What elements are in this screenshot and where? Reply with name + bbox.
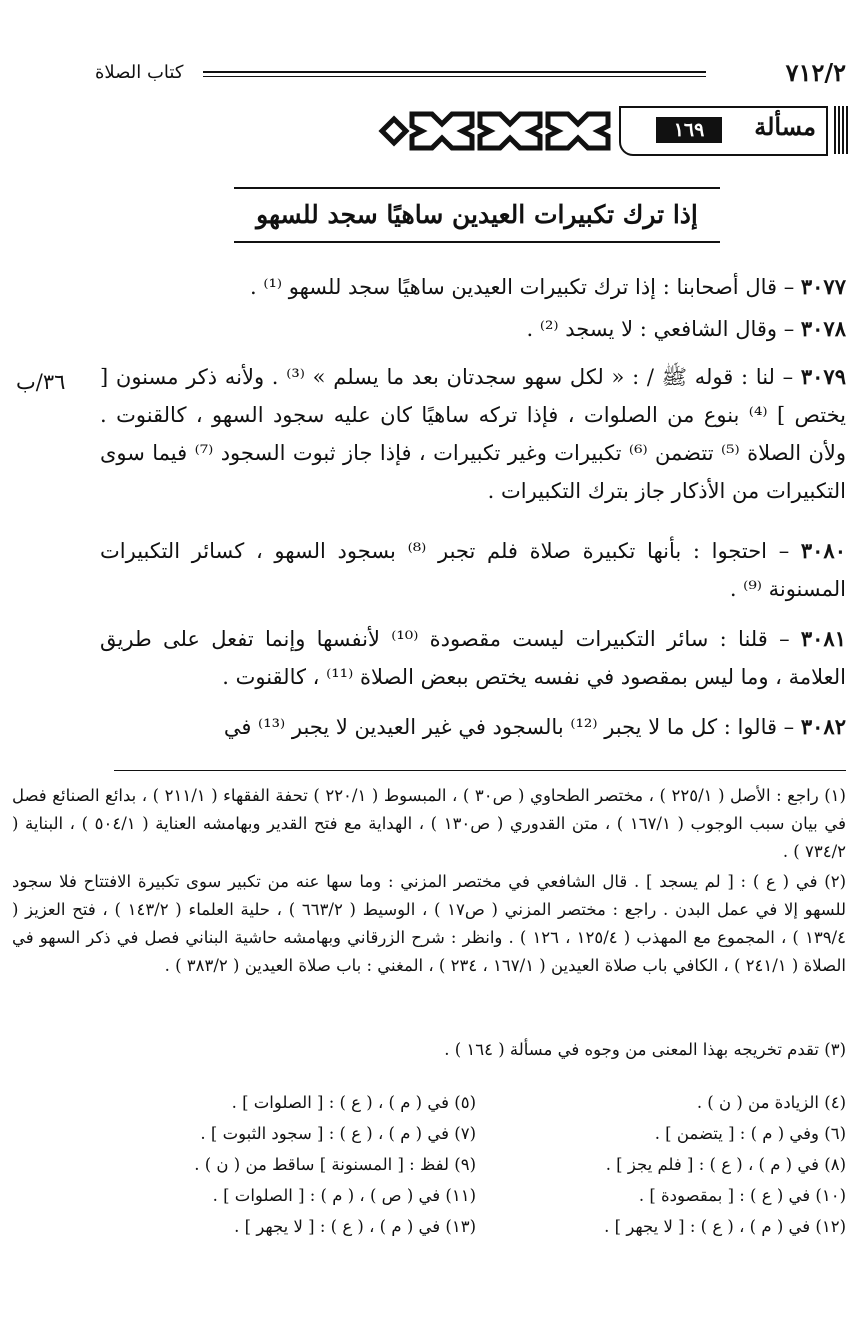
paragraph-number: ٣٠٨٠ [800,538,846,563]
paragraph-number: ٣٠٧٨ [800,316,846,341]
footnote: (٦) وفي ( م ) : [ يتضمن ] . [654,1124,846,1143]
footnote-row [126,1155,846,1186]
footnote: (٥) في ( م ) ، ( ع ) : [ الصلوات ] . [231,1093,476,1112]
footnote-row [126,1093,846,1124]
paragraph-text: – لنا : قوله ﷺ / : « لكل سهو سجدتان بعد ما يسلم » ⁽³⁾ . ولأنه ذكر مسنون [ يختص ] ⁽⁴⁾ بنوع من الصلوات ، فإذا تركه ساهيًا كان عليه سجود السهو ، كالقنوت . ولأن الصلاة ⁽⁵⁾ تتضمن ⁽⁶⁾ تكبيرات وغير تكبيرات ، فإذا جاز ثبوت السجود ⁽⁷⁾ فيما سوى التكبيرات من الأذكار جاز بترك التكبيرات . [100,365,847,503]
footnote-separator [114,770,846,771]
page-number: ٧١٢/٢ [785,58,846,87]
paragraph-text: – وقال الشافعي : لا يسجد ⁽²⁾ . [526,317,801,341]
paragraph [100,620,846,696]
margin-note: ٣٦/ب [16,370,66,394]
footnote: (١) راجع : الأصل ( ٢٢٥/١ ) ، مختصر الطحاوي ( ص٣٠ ) ، المبسوط ( ٢٢٠/١ ) تحفة الفقهاء ( ٢١١/١ ) ، بدائع الصنائع فصل في بيان سبب الوجوب ( ١٦٧/١ ) ، متن القدوري ( ص١٣٠ ) ، الهداية مع فتح القدير وبهامشه العناية ( ٥٠٤/١ ) ، البناية ( ٧٣٤/٢ ) . [12,786,847,861]
book-title: كتاب الصلاة [95,62,184,83]
footnote: (٢) في ( ع ) : [ لم يسجد ] . قال الشافعي في مختصر المزني : وما سها عنه من تكبير سوى تكبيرة الافتتاح فلا سجود للسهو إلا في عمل البدن . راجع : مختصر المزني ( ص١٧ ) ، الوسيط ( ٦٦٣/٢ ) ، حلية العلماء ( ١٤٣/٢ ) ، فتح العزيز ( ١٣٩/٤ ) ، المجموع مع المهذب ( ١٢٥/٤ ، ١٢٦ ) . وانظر : شرح الزرقاني وبهامشه حاشية البناني فصل في ذكر السهو في الصلاة ( ٢٤١/١ ) ، الكافي باب صلاة العيدين ( ١٦٧/١ ، ٢٣٤ ) ، المغني : باب صلاة العيدين ( ٣٨٣/٢ ) . [12,872,846,975]
footnote: (٧) في ( م ) ، ( ع ) : [ سجود الثبوت ] . [200,1124,476,1143]
paragraph-number: ٣٠٧٩ [800,364,846,389]
paragraph-text: – احتجوا : بأنها تكبيرة صلاة فلم تجبر ⁽⁸⁾ بسجود السهو ، كسائر التكبيرات المسنونة ⁽⁹⁾ . [100,539,846,601]
footnote: (١٣) في ( م ) ، ( ع ) : [ لا يجهر ] . [234,1217,476,1236]
paragraph-text: – قالوا : كل ما لا يجبر ⁽¹²⁾ بالسجود في غير العيدين لا يجبر ⁽¹³⁾ في [223,715,801,739]
paragraph [100,358,846,510]
issue-title: إذا ترك تكبيرات العيدين ساهيًا سجد للسهو [234,187,720,243]
masala-number: ١٦٩ [656,117,722,143]
footnote: (٤) الزيادة من ( ن ) . [696,1093,846,1112]
masala-label: مسألة [754,112,816,141]
paragraph [100,532,846,608]
paragraph-number: ٣٠٨١ [800,626,846,651]
footnote: (٣) تقدم تخريجه بهذا المعنى من وجوه في مسألة ( ١٦٤ ) . [444,1040,846,1059]
paragraph-text: – قال أصحابنا : إذا ترك تكبيرات العيدين ساهيًا سجد للسهو ⁽¹⁾ . [249,275,801,299]
paragraph-number: ٣٠٧٧ [800,274,846,299]
footnote: (٩) لفظ : [ المسنونة ] ساقط من ( ن ) . [194,1155,476,1174]
footnote: (٨) في ( م ) ، ( ع ) : [ فلم يجز ] . [605,1155,846,1174]
paragraph [100,310,846,348]
paragraph-number: ٣٠٨٢ [800,714,846,739]
header-rule [203,71,706,77]
footnote: (١٠) في ( ع ) : [ بمقصودة ] . [638,1186,846,1205]
footnote: (١٢) في ( م ) ، ( ع ) : [ لا يجهر ] . [604,1217,846,1236]
paragraph [100,708,846,746]
masala-heading [370,106,850,156]
paragraph-text: – قلنا : سائر التكبيرات ليست مقصودة ⁽¹⁰⁾ لأنفسها وإنما تفعل على طريق العلامة ، وما ليس بمقصود في نفسه يختص ببعض الصلاة ⁽¹¹⁾ ، كالقنوت . [100,627,846,689]
paragraph [100,268,846,306]
heading-bars-ornament [834,106,850,154]
footnote-row [126,1124,846,1155]
geometric-ornament-icon [372,106,612,156]
footnote-row [126,1186,846,1217]
footnote-row [126,1217,846,1248]
footnote: (١١) في ( ص ) ، ( م ) : [ الصلوات ] . [212,1186,476,1205]
short-footnotes [126,1093,846,1248]
running-header [95,58,846,92]
